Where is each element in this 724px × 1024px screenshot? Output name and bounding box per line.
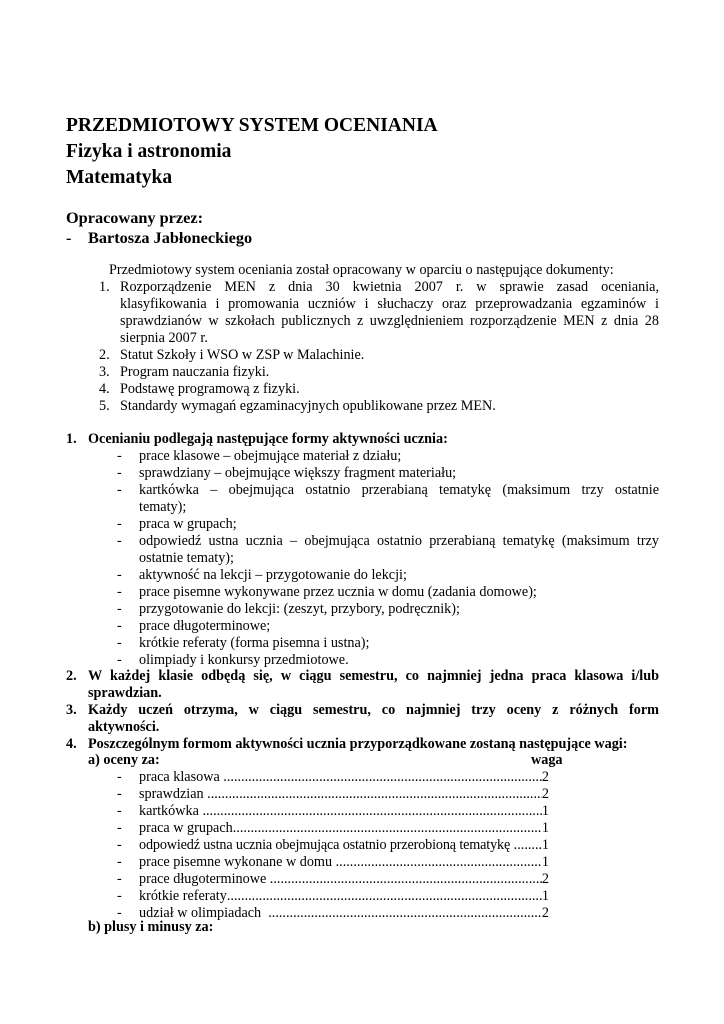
doc-line: klasyfikowania i promowania uczniów i słuchaczy oraz przeprowadzania egzaminów i xyxy=(120,296,659,312)
section-1-heading: Ocenianiu podlegają następujące formy aktywności ucznia: xyxy=(88,431,448,447)
weight-row: - prace długoterminowe ..... 2 xyxy=(117,871,549,888)
doc-number: 3. xyxy=(99,364,110,380)
doc-number: 4. xyxy=(99,381,110,397)
section-1-number: 1. xyxy=(66,431,77,447)
author-name: Bartosza Jabłoneckiego xyxy=(88,228,253,247)
doc-number: 2. xyxy=(99,347,110,363)
doc-line: sierpnia 2007 r. xyxy=(120,330,208,346)
author-heading: Opracowany przez: xyxy=(66,208,203,227)
list-item: - przygotowanie do lekcji: (zeszyt, przybory, podręcznik); xyxy=(117,601,460,617)
list-item: - prace pisemne wykonywane przez ucznia w domu (zadania domowe); xyxy=(117,584,537,600)
section-2-line-1: W każdej klasie odbędą się, w ciągu semestru, co najmniej jedna praca klasowa i/lub xyxy=(88,668,659,684)
list-item: - sprawdziany – obejmujące większy fragment materiału; xyxy=(117,465,457,481)
section-3-line-1: Każdy uczeń otrzyma, w ciągu semestru, co najmniej trzy oceny z różnych form xyxy=(88,702,659,718)
doc-number: 5. xyxy=(99,398,110,414)
subject-math: Matematyka xyxy=(66,167,173,188)
section-3-line-2: aktywności. xyxy=(88,719,160,735)
doc-item-1 xyxy=(120,279,659,347)
doc-number: 1. xyxy=(99,279,110,295)
list-item: - kartkówka – obejmująca ostatnio przerabianą tematykę (maksimum trzy ostatnie xyxy=(117,482,659,498)
weight-column-label: waga xyxy=(531,752,563,768)
section-2-number: 2. xyxy=(66,668,77,684)
activity-list xyxy=(117,448,659,669)
list-item: - olimpiady i konkursy przedmiotowe. xyxy=(117,652,349,668)
author-dash: - xyxy=(66,228,72,247)
doc-line: sprawdzianów w szkołach publicznych z uwzględnieniem rozporządzenie MEN z dnia 28 xyxy=(120,313,659,329)
weight-row: - praca w grupach ..... 1 xyxy=(117,820,549,837)
list-item: - odpowiedź ustna ucznia – obejmująca ostatnio przerabianą tematykę (maksimum trzy xyxy=(117,533,659,549)
weight-row: - sprawdzian ..... 2 xyxy=(117,786,549,803)
plus-minus-subheading: b) plusy i minusy za: xyxy=(88,919,214,935)
list-item: - krótkie referaty (forma pisemna i ustna); xyxy=(117,635,370,651)
doc-line: Rozporządzenie MEN z dnia 30 kwietnia 2007 r. w sprawie zasad oceniania, xyxy=(120,279,659,295)
list-item: - prace klasowe – obejmujące materiał z działu; xyxy=(117,448,402,464)
list-item-cont: tematy); xyxy=(139,499,187,515)
grades-subheading: a) oceny za: xyxy=(88,752,160,768)
weight-row: - kartkówka ..... 1 xyxy=(117,803,549,820)
list-item: - prace długoterminowe; xyxy=(117,618,271,634)
section-3-number: 3. xyxy=(66,702,77,718)
document-title: PRZEDMIOTOWY SYSTEM OCENIANIA xyxy=(66,115,438,136)
weight-row: - krótkie referaty ..... 1 xyxy=(117,888,549,905)
weight-row: - praca klasowa ..... 2 xyxy=(117,769,549,786)
doc-item-3: Program nauczania fizyki. xyxy=(120,364,270,380)
section-4-number: 4. xyxy=(66,736,77,752)
weight-row: - prace pisemne wykonane w domu ..... 1 xyxy=(117,854,549,871)
doc-item-2: Statut Szkoły i WSO w ZSP w Malachinie. xyxy=(120,347,365,363)
list-item-cont: ostatnie tematy); xyxy=(139,550,234,566)
doc-item-4: Podstawę programową z fizyki. xyxy=(120,381,300,397)
subject-physics: Fizyka i astronomia xyxy=(66,141,232,162)
list-item: - aktywność na lekcji – przygotowanie do lekcji; xyxy=(117,567,407,583)
weight-row: - odpowiedź ustna ucznia obejmująca ostatnio przerobioną tematykę ..... 1 xyxy=(117,837,549,854)
weight-row: - udział w olimpiadach ..... 2 xyxy=(117,905,549,922)
intro-text: Przedmiotowy system oceniania został opracowany w oparciu o następujące dokumenty: xyxy=(109,262,614,278)
list-item: - praca w grupach; xyxy=(117,516,237,532)
weights-list xyxy=(117,769,549,922)
section-4-heading: Poszczególnym formom aktywności ucznia przyporządkowane zostaną następujące wagi: xyxy=(88,736,628,752)
section-2-line-2: sprawdzian. xyxy=(88,685,162,701)
doc-item-5: Standardy wymagań egzaminacyjnych opublikowane przez MEN. xyxy=(120,398,496,414)
